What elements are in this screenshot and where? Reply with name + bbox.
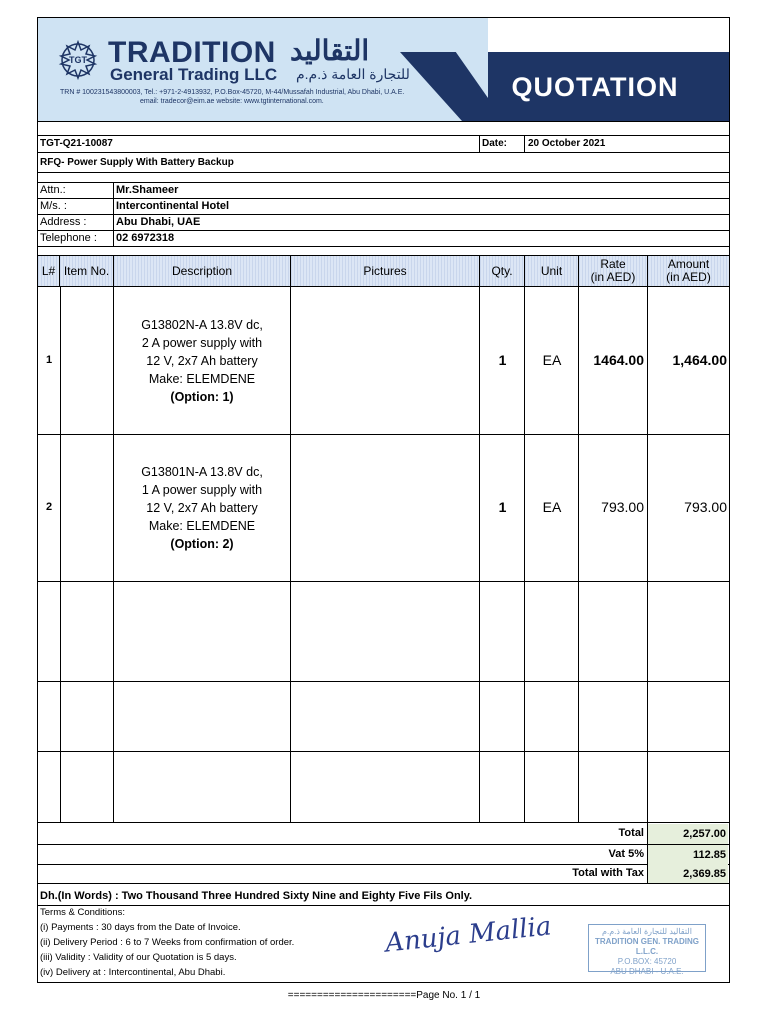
description-line: G13801N-A 13.8V dc, [141, 465, 263, 479]
page-footer: ======================Page No. 1 / 1 [287, 990, 481, 1001]
description-line: G13802N-A 13.8V dc, [141, 318, 263, 332]
divider [38, 864, 729, 865]
vat-value: 112.85 [648, 845, 728, 865]
divider [38, 121, 729, 122]
divider [38, 172, 729, 173]
divider [38, 581, 729, 582]
row-description [114, 463, 290, 553]
terms-title: Terms & Conditions: [40, 907, 126, 918]
telephone-label: Telephone : [40, 232, 97, 244]
divider [38, 883, 729, 884]
description-line: 12 V, 2x7 Ah battery [146, 501, 258, 515]
col-header-item-no: Item No. [60, 256, 114, 286]
divider [38, 681, 729, 682]
description-line: Make: ELEMDENE [148, 372, 256, 386]
divider [60, 286, 61, 823]
vat-label: Vat 5% [608, 848, 644, 860]
signature: Anuja Mallia [383, 911, 553, 959]
stamp-pobox: P.O.BOX: 45720 [617, 957, 677, 966]
divider [38, 182, 729, 183]
total-label: Total [618, 827, 644, 839]
description-option: (Option: 1) [170, 390, 234, 404]
divider [38, 230, 729, 231]
divider [479, 135, 480, 152]
row-rate: 1464.00 [593, 352, 644, 368]
total-value: 2,257.00 [648, 824, 728, 844]
divider [38, 905, 729, 906]
description-line: 12 V, 2x7 Ah battery [146, 354, 258, 368]
company-name-arabic: التقاليد [290, 35, 370, 66]
document-title: QUOTATION [511, 72, 679, 102]
row-line-no: 2 [46, 501, 53, 513]
divider [38, 246, 729, 247]
terms-item: (i) Payments : 30 days from the Date of Invoice. [40, 922, 241, 933]
logo-text: TGT [69, 55, 87, 65]
row-qty: 1 [498, 352, 507, 368]
company-stamp [588, 924, 706, 976]
header-diagonal [400, 18, 488, 121]
stamp-arabic: التقاليد للتجارة العامة ذ.م.م [602, 927, 692, 936]
date-value: 20 October 2021 [528, 138, 606, 149]
company-address: TRN # 100231543800003, Tel.: +971-2-4913932, P.O.Box-45720, M-44/Mussafah Industrial, Abu Dhabi, U.A.E. [60, 89, 405, 96]
company-name: TRADITION [108, 36, 276, 69]
terms-item: (iii) Validity : Validity of our Quotation is 5 days. [40, 952, 237, 963]
company-subtitle-arabic: للتجارة العامة ذ.م.م [296, 66, 410, 82]
divider [524, 135, 525, 152]
attn-value: Mr.Shameer [116, 184, 179, 196]
col-header-description: Description [114, 256, 291, 286]
description-line: 2 A power supply with [141, 336, 263, 350]
quotation-ref: TGT-Q21-10087 [40, 138, 113, 149]
row-line-no: 1 [46, 354, 53, 366]
rate-label: Rate [600, 257, 626, 271]
divider [38, 822, 729, 823]
amount-label: Amount [667, 257, 710, 271]
divider [38, 135, 729, 136]
company-contact: email: tradecor@eim.ae website: www.tgtinternational.com. [140, 98, 324, 105]
col-header-pictures: Pictures [291, 256, 480, 286]
divider [38, 844, 729, 845]
address-value: Abu Dhabi, UAE [116, 216, 201, 228]
row-unit: EA [542, 352, 562, 368]
ms-value: Intercontinental Hotel [116, 200, 230, 212]
row-rate: 793.00 [601, 499, 644, 515]
row-amount: 793.00 [684, 499, 727, 515]
attn-label: Attn.: [40, 184, 66, 196]
telephone-value: 02 6972318 [116, 232, 175, 244]
amount-unit: (in AED) [666, 270, 711, 284]
divider [113, 182, 114, 246]
divider [290, 286, 291, 823]
ms-label: M/s. : [40, 200, 67, 212]
stamp-city: ABU DHABI - U.A.E. [610, 967, 684, 976]
stamp-company: TRADITION GEN. TRADING L.L.C. [595, 937, 699, 956]
divider [38, 286, 729, 287]
divider [38, 198, 729, 199]
divider [38, 751, 729, 752]
divider [38, 214, 729, 215]
description-option: (Option: 2) [170, 537, 234, 551]
col-header-line: L# [38, 256, 60, 286]
divider [38, 434, 729, 435]
company-subtitle: General Trading LLC [110, 65, 278, 84]
address-label: Address : [40, 216, 87, 228]
row-qty: 1 [498, 499, 507, 515]
description-line: 1 A power supply with [141, 483, 263, 497]
col-header-rate [579, 256, 648, 286]
row-amount: 1,464.00 [672, 352, 727, 368]
description-line: Make: ELEMDENE [148, 519, 256, 533]
company-logo-icon [53, 40, 103, 80]
grand-total-value: 2,369.85 [648, 865, 728, 883]
divider [38, 152, 729, 153]
date-label: Date: [482, 138, 508, 149]
rate-unit: (in AED) [590, 270, 636, 284]
row-unit: EA [542, 499, 562, 515]
col-header-unit: Unit [525, 256, 579, 286]
rfq-subject: RFQ- Power Supply With Battery Backup [40, 157, 234, 168]
col-header-qty: Qty. [480, 256, 525, 286]
row-description [114, 316, 290, 406]
grand-total-label: Total with Tax [572, 867, 644, 879]
amount-in-words: Dh.(In Words) : Two Thousand Three Hundred Sixty Nine and Eighty Five Fils Only. [40, 890, 473, 902]
col-header-amount [648, 256, 729, 286]
terms-item: (iv) Delivery at : Intercontinental, Abu Dhabi. [40, 967, 226, 978]
terms-item: (ii) Delivery Period : 6 to 7 Weeks from confirmation of order. [40, 937, 295, 948]
